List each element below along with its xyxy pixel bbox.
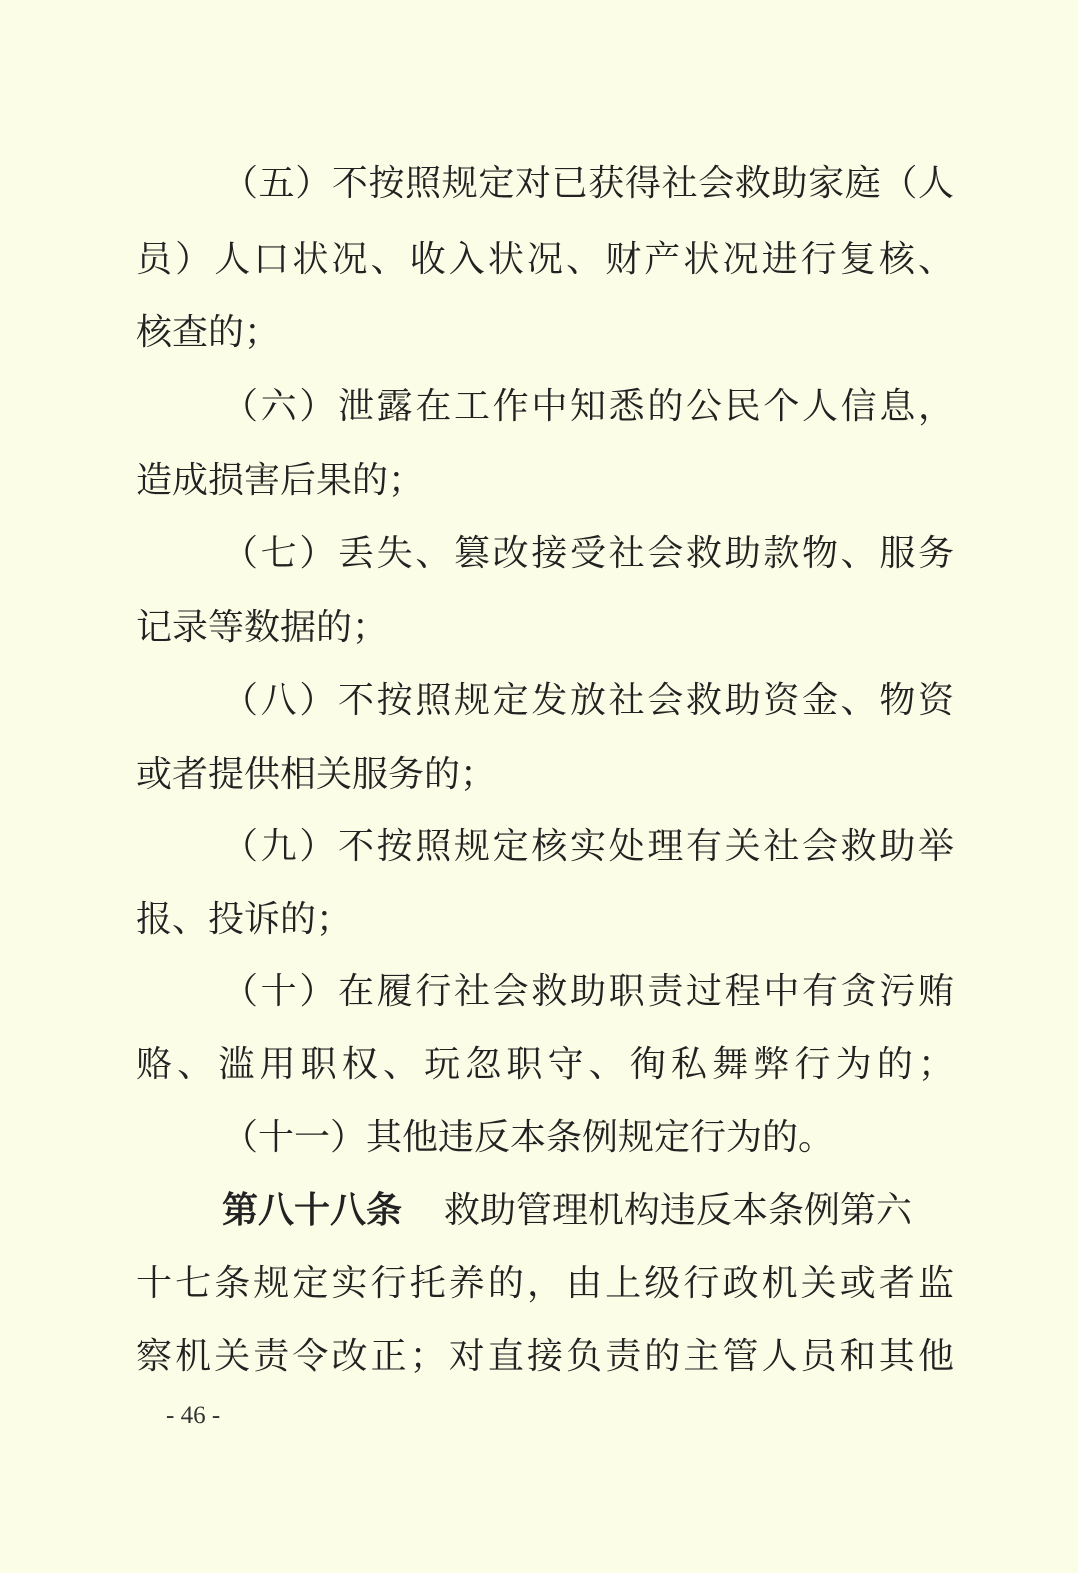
text-line: （六）泄露在工作中知悉的公民个人信息， — [222, 386, 954, 427]
article-text: 救助管理机构违反本条例第六 — [444, 1190, 913, 1231]
text-line: （九）不按照规定核实处理有关社会救助举 — [222, 826, 954, 867]
text-line: 核查的； — [136, 312, 281, 353]
article-88-first-line — [222, 1187, 954, 1235]
text-line: （七）丢失、篡改接受社会救助款物、服务 — [222, 533, 954, 574]
text-line: 报、投诉的； — [136, 899, 353, 940]
text-line: （五）不按照规定对已获得社会救助家庭（人 — [222, 163, 954, 204]
text-line: （十）在履行社会救助职责过程中有贪污贿 — [222, 971, 954, 1012]
text-line: 察机关责令改正；对直接负责的主管人员和其他 — [136, 1336, 954, 1377]
article-heading: 第八十八条 — [222, 1190, 403, 1231]
text-line: 十七条规定实行托养的，由上级行政机关或者监 — [136, 1263, 954, 1304]
page-number: - 46 - — [166, 1402, 221, 1429]
text-line: （八）不按照规定发放社会救助资金、物资 — [222, 680, 954, 721]
text-line: 赂、滥用职权、玩忽职守、徇私舞弊行为的； — [136, 1044, 954, 1085]
text-line: 记录等数据的； — [136, 607, 389, 648]
text-line: （十一）其他违反本条例规定行为的。 — [222, 1117, 835, 1158]
text-line: 或者提供相关服务的； — [136, 754, 497, 795]
text-line: 造成损害后果的； — [136, 460, 425, 501]
text-line: 员）人口状况、收入状况、财产状况进行复核、 — [136, 239, 954, 280]
